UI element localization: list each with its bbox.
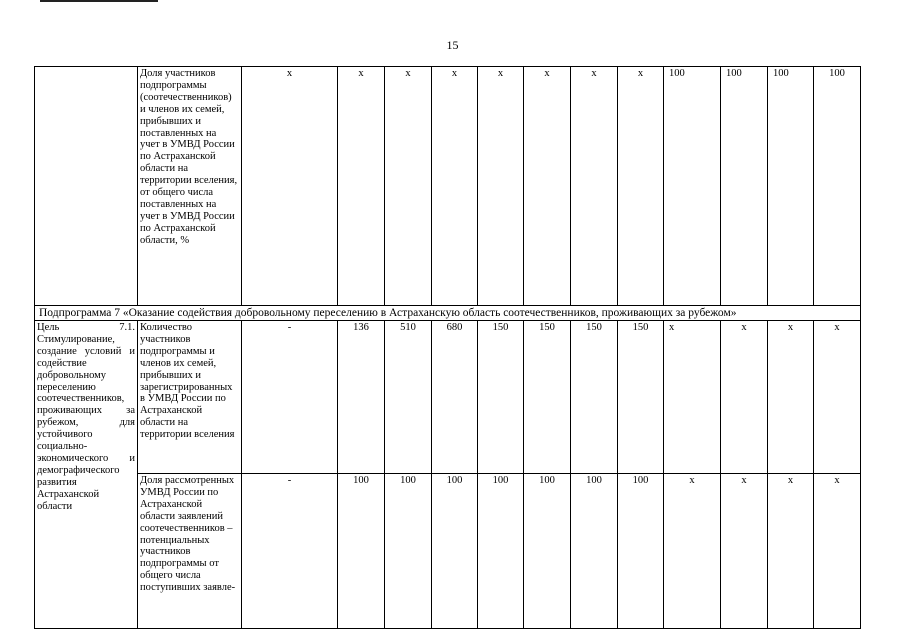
table-row — [35, 321, 861, 474]
value-cell: х — [814, 321, 861, 474]
value-cell: 150 — [618, 321, 664, 474]
value-cell: 100 — [478, 474, 524, 629]
value-cell: 150 — [524, 321, 571, 474]
subprogram-row — [35, 306, 861, 321]
value-cell: х — [242, 67, 338, 306]
value-cell: 136 — [338, 321, 385, 474]
value-cell: 100 — [385, 474, 432, 629]
goal-cell: Цель 7.1. Стимулирование, создание условий и содействие добровольному переселению соотечественников, проживающих за рубежом, для устойчивого социально-экономического и демографического развития Астраханской области — [35, 321, 138, 629]
indicator-cell — [138, 474, 242, 629]
value-cell: х — [768, 321, 814, 474]
value-cell: х — [571, 67, 618, 306]
table-row — [35, 67, 861, 306]
value-cell: 150 — [571, 321, 618, 474]
value-cell: 100 — [571, 474, 618, 629]
value-cell: - — [242, 321, 338, 474]
value-cell: 100 — [814, 67, 861, 306]
value-cell: х — [478, 67, 524, 306]
value-cell: 100 — [524, 474, 571, 629]
value-cell: - — [242, 474, 338, 629]
value-cell: 510 — [385, 321, 432, 474]
indicator-cell: Количество участников подпрограммы и членов их семей, прибывших и зарегистрированных в УМВД России по Астраханской области на территории вселения — [138, 321, 242, 474]
value-cell: х — [721, 321, 768, 474]
table-row — [35, 474, 861, 629]
value-cell: 100 — [618, 474, 664, 629]
value-cell: 100 — [664, 67, 721, 306]
value-cell: х — [721, 474, 768, 629]
value-cell: х — [524, 67, 571, 306]
subprogram-title: Подпрограмма 7 «Оказание содействия добровольному переселению в Астраханскую область соотечественников, проживающих за рубежом» — [35, 306, 861, 321]
value-cell: х — [618, 67, 664, 306]
value-cell: 100 — [338, 474, 385, 629]
value-cell: х — [385, 67, 432, 306]
value-cell: 100 — [432, 474, 478, 629]
goal-cell — [35, 67, 138, 306]
value-cell: х — [338, 67, 385, 306]
value-cell: 150 — [478, 321, 524, 474]
indicator-cell: Доля участников подпрограммы (соотечественников) и членов их семей, прибывших и поставленных на учет в УМВД России по Астраханской области на территории вселения, от общего числа поставленных на учет в УМВД России по Астраханской области, % — [138, 67, 242, 306]
indicators-table — [34, 66, 861, 629]
scan-mark — [40, 0, 158, 2]
value-cell: 100 — [721, 67, 768, 306]
value-cell: х — [664, 321, 721, 474]
value-cell: 680 — [432, 321, 478, 474]
value-cell: х — [814, 474, 861, 629]
value-cell: х — [664, 474, 721, 629]
page-number: 15 — [446, 38, 459, 52]
value-cell: 100 — [768, 67, 814, 306]
value-cell: х — [768, 474, 814, 629]
value-cell: х — [432, 67, 478, 306]
indicator-text: Доля рассмотренных УМВД России по Астраханской области заявлений соотечественников – потенциальных участников подпрограммы от общего числа поступивших заявле- — [140, 475, 236, 594]
